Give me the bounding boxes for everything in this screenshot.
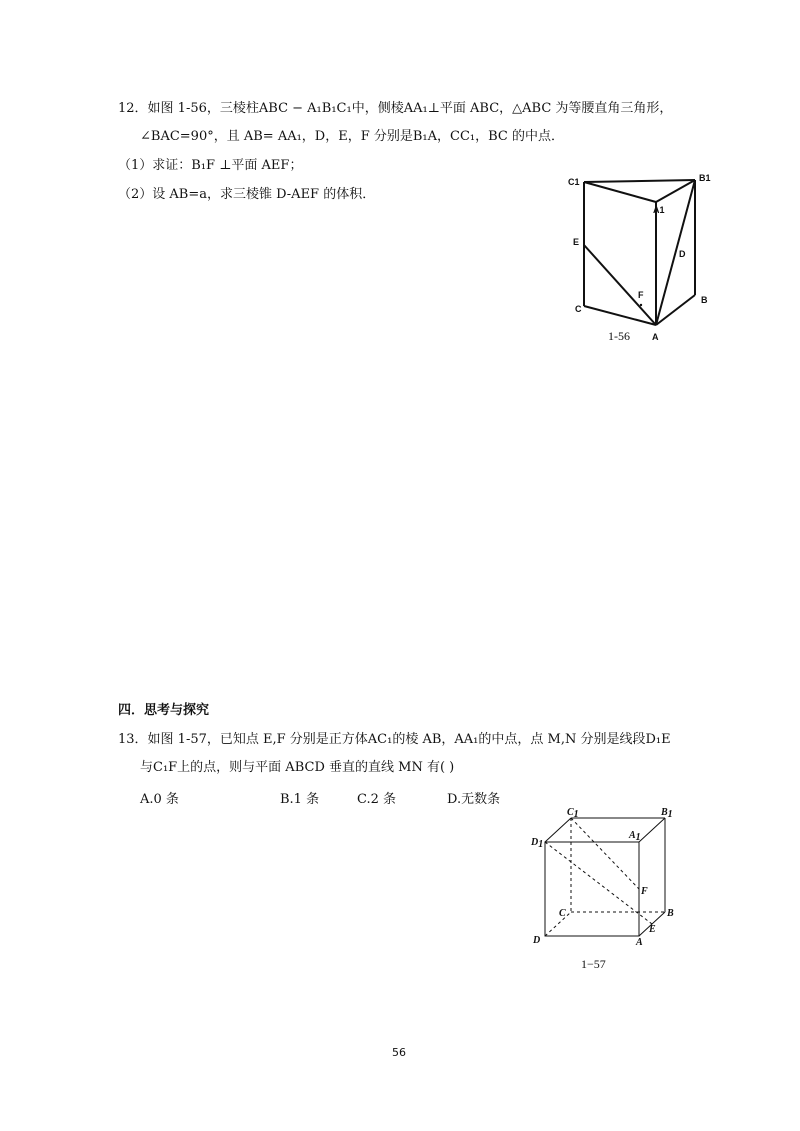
fig56-label-d: D [679, 249, 686, 259]
problem12-line2: ∠BAC=90°，且 AB= AA₁，D，E，F 分别是B₁A，CC₁，BC 的中点． [140, 129, 564, 144]
problem12-part2: （2）设 AB=a，求三棱锥 D-AEF 的体积． [118, 187, 376, 202]
fig56-point-f [640, 304, 642, 306]
fig57-label-c1: C1 [567, 807, 579, 820]
problem12-part1: （1）求证：B₁F ⊥平面 AEF； [118, 158, 303, 173]
fig56-caption: 1-56 [608, 329, 630, 343]
problem13-line2: 与C₁F上的点，则与平面 ABCD 垂直的直线 MN 有( ) [140, 760, 455, 775]
fig56-label-b1: B1 [699, 173, 711, 183]
fig56-label-c: C [575, 304, 582, 314]
problem12-line1: 12．如图 1-56，三棱柱ABC − A₁B₁C₁中，侧棱AA₁⊥平面 ABC，△ABC 为等腰直角三角形， [118, 101, 673, 116]
fig57-label-d: D [533, 935, 541, 946]
fig56-label-e: E [573, 237, 580, 247]
fig57-label-a1: A1 [629, 830, 641, 843]
fig56-label-b: B [701, 295, 708, 305]
page-number: 56 [392, 1046, 406, 1059]
fig56-label-f: F [638, 290, 644, 300]
fig57-label-f: F [641, 886, 648, 897]
fig56-label-c1: C1 [568, 177, 580, 187]
option-c: C.2 条 [357, 792, 397, 807]
figure-1-57 [525, 805, 685, 975]
fig57-label-a: A [636, 937, 643, 948]
option-d: D.无数条 [447, 792, 501, 807]
fig57-label-e: E [649, 924, 656, 935]
fig56-label-a: A [652, 332, 659, 342]
section4-title: 四．思考与探究 [118, 703, 210, 718]
fig57-label-d1: D1 [531, 837, 544, 850]
option-a: A.0 条 [140, 792, 179, 807]
fig57-label-b1: B1 [661, 807, 673, 820]
fig56-label-a1: A1 [653, 205, 665, 215]
fig57-caption: 1−57 [581, 957, 606, 971]
fig57-label-c: C [559, 908, 566, 919]
figure-1-56 [560, 165, 720, 350]
fig57-label-b: B [667, 908, 674, 919]
problem13-line1: 13．如图 1-57，已知点 E,F 分别是正方体AC₁的棱 AB，AA₁的中点，点 M,N 分别是线段D₁E [118, 732, 671, 747]
option-b: B.1 条 [280, 792, 320, 807]
